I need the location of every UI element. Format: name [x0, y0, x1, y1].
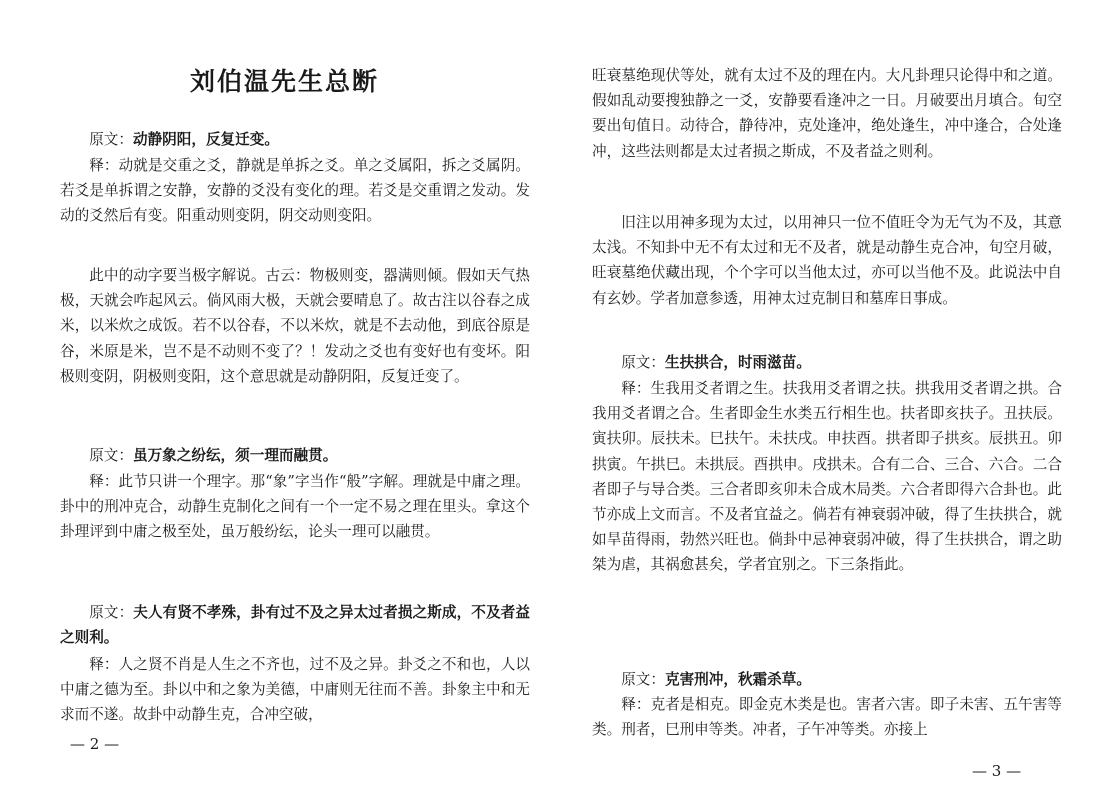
original-text-label: 原文： — [89, 131, 133, 148]
paragraph: 释：人之贤不肖是人生之不齐也，过不及之异。卦爻之不和也，人以中庸之德为至。卦以中和之象为美德，中庸则无往而不善。卦象主中和无求而不遂。故卦中动静生克，合冲空破， — [60, 656, 530, 724]
original-text-content: 克害刑冲，秋霜杀草。 — [664, 671, 811, 688]
left-page — [60, 0, 530, 800]
paragraph: 此中的动字要当极字解说。古云：物极则变，器满则倾。假如天气热极，天就会咋起风云。倘风雨大极，天就会要晴息了。故古注以谷春之成米，以米炊之成饭。若不以谷春，不以米炊，就是不去动他，到底谷原是谷，米原是米，岂不是不动则不变了？！发动之爻也有变好也有变坏。阳极则变阴，阴极则变阳，这个意思就是动静阴阳，反复迁变了。 — [60, 267, 530, 385]
paragraph: 释：克者是相克。即金克木类是也。害者六害。即子未害、五午害等类。刑者，巳刑申等类。冲者，子午冲等类。亦接上 — [592, 696, 1062, 739]
page-number: — 3 — — [972, 762, 1022, 780]
original-text-label: 原文： — [89, 604, 134, 621]
paragraph: 旺衰墓绝现伏等处，就有太过不及的理在内。大凡卦理只论得中和之道。假如乱动要搜独静之一爻，安静要看逢冲之一日。月破要出月填合。旬空要出旬值日。动待合，静待冲，克处逢冲，绝处逢生，冲中逢合，合处逢冲，这些法则都是太过者损之斯成，不及者益之则利。 — [592, 67, 1062, 160]
paragraph: 释：动就是交重之爻，静就是单拆之爻。单之爻属阳，拆之爻属阴。若爻是单拆谓之安静，安静的爻没有变化的理。若爻是交重谓之发动。发动的爻然后有变。阳重动则变阴，阴交动则变阳。 — [60, 157, 530, 225]
paragraph: 旧注以用神多现为太过，以用神只一位不值旺令为无气为不及，其意太浅。不知卦中无不有太过和无不及者，就是动静生克合冲，旬空月破，旺衰墓绝伏藏出现，个个字可以当他太过，亦可以当他不及。此说法中自有玄妙。学者加意参透，用神太过克制日和墓库日事成。 — [592, 214, 1062, 307]
right-page — [592, 0, 1062, 800]
page-number: — 2 — — [70, 735, 120, 753]
original-text-content: 动静阴阳，反复迁变。 — [132, 131, 279, 148]
paragraph: 释：此节只讲一个理字。那“象”字当作“般”字解。理就是中庸之理。卦中的刑冲克合，动静生克制化之间有一个一定不易之理在里头。拿这个卦理评到中庸之极至处，虽万般纷纭，论头一理可以融贯。 — [60, 473, 530, 541]
original-text-label: 原文： — [89, 447, 133, 464]
paragraph: 释：生我用爻者谓之生。扶我用爻者谓之扶。拱我用爻者谓之拱。合我用爻者谓之合。生者即金生水类五行相生也。扶者即亥扶子。丑扶辰。寅扶卯。辰扶未。巳扶午。未扶戌。申扶酉。拱者即子拱亥。辰拱丑。卯拱寅。午拱巳。未拱辰。酉拱申。戌拱未。合有二合、三合、六合。二合者即子与导合类。三合者即亥卯未合成木局类。六合者即得六合卦也。此节亦成上文而言。不及者宜益之。倘若有神衰弱冲破，得了生扶拱合，就如旱苗得雨，勃然兴旺也。倘卦中忌神衰弱冲破，得了生扶拱合，谓之助桀为虐，其祸愈甚矣，学者宜别之。下三条指此。 — [592, 380, 1062, 574]
original-text-content: 虽万象之纷纭，须一理而融贯。 — [132, 447, 338, 464]
original-text-label: 原文： — [621, 354, 665, 371]
original-text-heading — [592, 667, 1062, 692]
original-text-heading — [592, 350, 1062, 375]
original-text-heading — [60, 443, 530, 468]
original-text-label: 原文： — [621, 671, 665, 688]
page-title: 刘伯温先生总断 — [190, 67, 380, 96]
original-text-heading — [60, 127, 530, 152]
original-text-content: 夫人有贤不孝殊，卦有过不及之异太过者损之斯成，不及者益之则利。 — [60, 604, 530, 647]
original-text-heading — [60, 600, 530, 650]
original-text-content: 生扶拱合，时雨滋苗。 — [664, 354, 811, 371]
